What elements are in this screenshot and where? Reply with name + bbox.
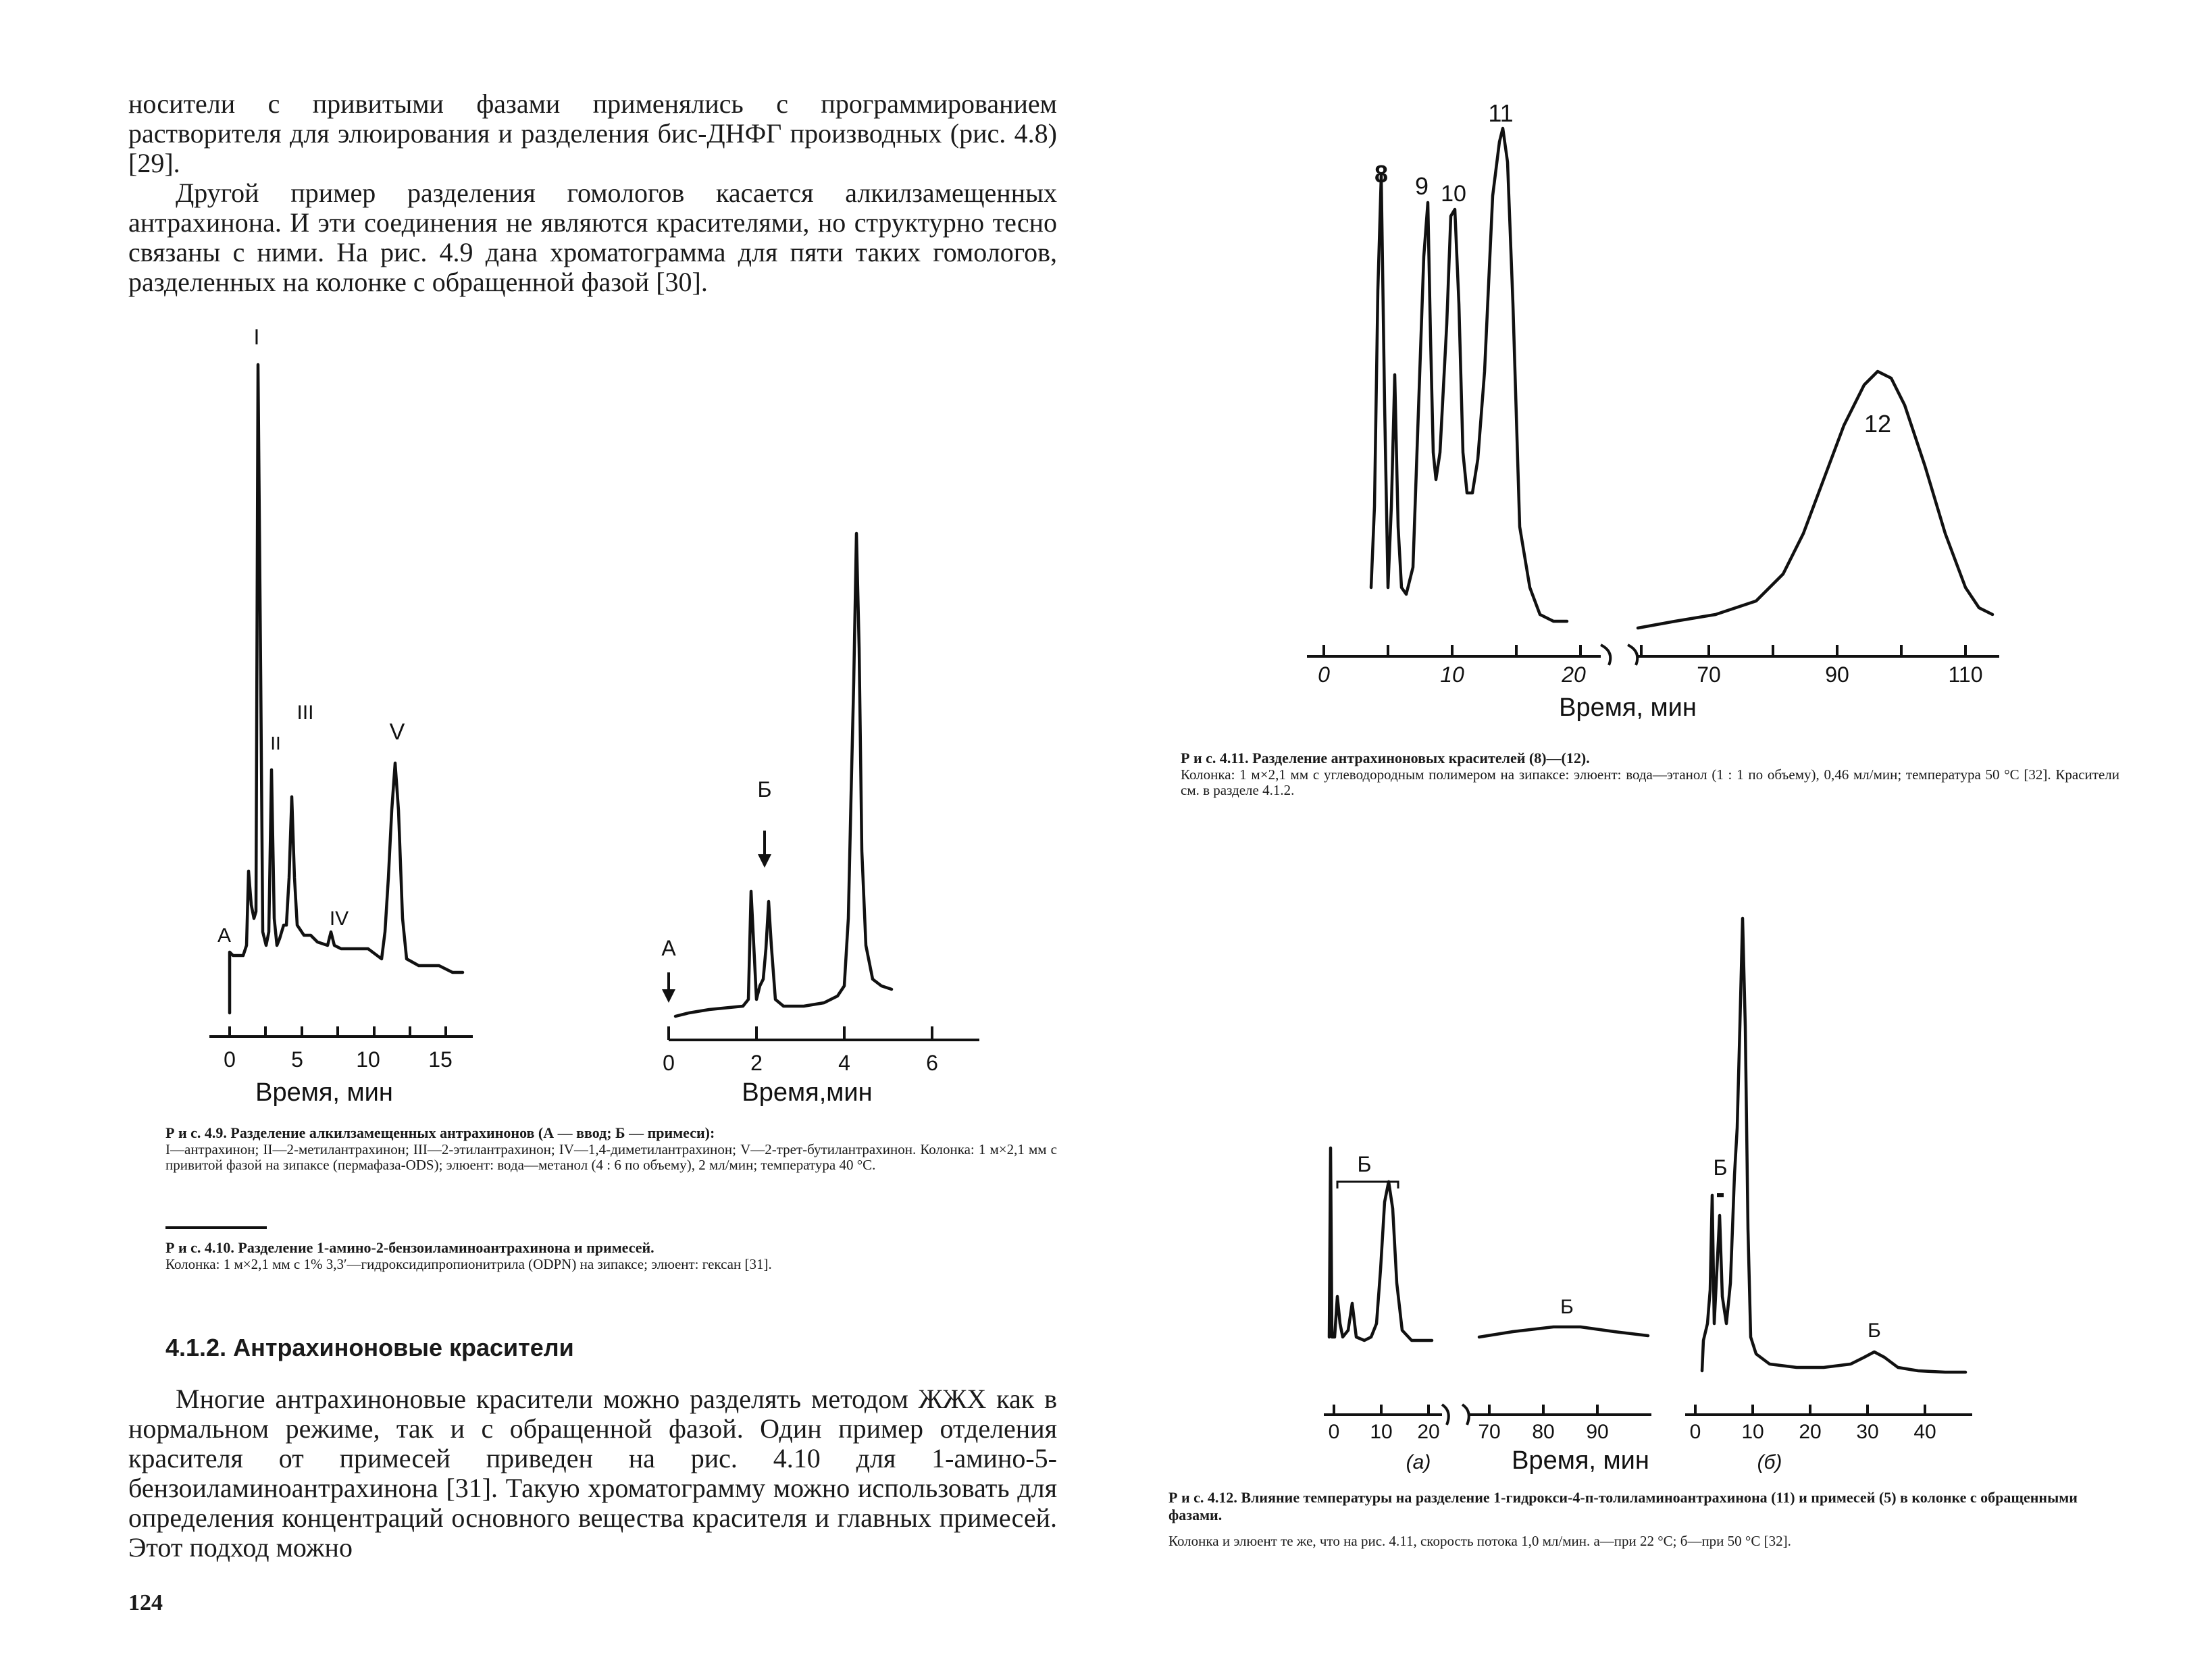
fig49-tick-label: 0 — [224, 1047, 236, 1072]
fig412-impurity-label: Б — [1560, 1296, 1574, 1318]
caption-4-9-body: I—антрахинон; II—2-метилантрахинон; III—2-этилантрахинон; IV—1,4-диметилантрахинон; V—2-трет-бутилантрахинон. Колонка: 1 м×2,1 мм с привитой фазой на зипаксе (пермафаза-ODS); элюент: вода—метанол (4 : 6 по объему), 2 мл/мин; температура 40 °С. — [165, 1141, 1057, 1173]
fig412-tick-label: 20 — [1417, 1421, 1440, 1443]
fig412-tick-label: 90 — [1586, 1421, 1609, 1443]
caption-4-10-title: Р и с. 4.10. Разделение 1-амино-2-бензоиламиноантрахинона и примесей. — [165, 1239, 654, 1256]
paragraph-3: Многие антрахиноновые красители можно разделять методом ЖЖХ как в нормальном режиме, так и с обращенной фазой. Один пример отделения красителя от примесей приведен на рис. 4.10 для 1-амино-5-бензоиламиноантрахинона [31]. Такую хроматограмму можно использовать для определения концентраций основного вещества красителя и главных примесей. Этот подход можно — [128, 1384, 1057, 1563]
axis-break-icon — [1601, 645, 1637, 665]
fig49-tick-label: 10 — [356, 1047, 380, 1072]
caption-4-11-body: Колонка: 1 м×2,1 мм с углеводородным полимером на зипаксе: элюент: вода—этанол (1 : 1 по объему), 0,46 мл/мин; температура 50 °С [32]. Красители см. в разделе 4.1.2. — [1181, 766, 2119, 798]
fig411-peak-label: 11 — [1488, 101, 1514, 127]
fig412-tick-label: 20 — [1799, 1421, 1822, 1443]
figure-4-11-chromatogram — [1297, 101, 2006, 736]
fig412-impurity-label: Б — [1713, 1155, 1728, 1180]
fig410-trace — [675, 533, 892, 1016]
fig412-tick-label: 80 — [1532, 1421, 1555, 1443]
fig49-tick-label: 15 — [428, 1047, 453, 1072]
fig412-tick-label: 0 — [1689, 1421, 1701, 1443]
caption-4-9 — [165, 1124, 1057, 1173]
fig410-inject-arrow-icon — [662, 989, 675, 1003]
figure-4-12-chromatogram — [1297, 891, 2040, 1486]
fig411-tick-label: 0 — [1318, 662, 1330, 687]
fig411-peak-label: 12 — [1863, 410, 1892, 438]
fig411-tick-label: 10 — [1440, 662, 1464, 687]
fig412a-trace-right — [1479, 1327, 1648, 1337]
fig412-tick-label: 10 — [1370, 1421, 1393, 1443]
fig49-peak-label: III — [297, 702, 314, 724]
axis-break-icon — [1442, 1405, 1469, 1425]
fig411-peak-label: 8 — [1374, 160, 1389, 188]
fig49-peak-label: V — [389, 719, 405, 745]
fig49-x-label: Время, мин — [255, 1078, 393, 1107]
fig411-peak-label: 9 — [1414, 172, 1429, 200]
caption-4-12-title: Р и с. 4.12. Влияние температуры на разделение 1-гидрокси-4-п-толиламиноантрахинона (11) и примесей (5) в колонке с обращенными фазами. — [1168, 1489, 2078, 1523]
fig412b-trace — [1702, 918, 1965, 1372]
figure-4-9-chromatogram — [196, 324, 493, 1114]
fig410-inject-label: A — [661, 936, 676, 960]
fig411-trace-left — [1371, 128, 1567, 621]
fig411-peak-label: 10 — [1441, 181, 1466, 207]
caption-4-11-title: Р и с. 4.11. Разделение антрахиноновых красителей (8)—(12). — [1181, 750, 1590, 766]
fig411-tick-label: 110 — [1948, 662, 1983, 687]
fig412-impurity-label: Б — [1868, 1319, 1881, 1342]
caption-4-11 — [1181, 750, 2119, 798]
fig410-tick-label: 2 — [750, 1051, 763, 1075]
fig411-tick-label: 70 — [1697, 662, 1721, 687]
fig412-tick-label: 40 — [1913, 1421, 1936, 1443]
fig411-tick-label: 20 — [1562, 662, 1586, 687]
caption-divider — [165, 1226, 267, 1229]
fig410-x-label: Время,мин — [742, 1078, 873, 1107]
caption-4-9-title: Р и с. 4.9. Разделение алкилзамещенных антрахинонов (А — ввод; Б — примеси): — [165, 1124, 715, 1141]
fig412-tick-label: 0 — [1328, 1421, 1340, 1443]
caption-4-12-body: Колонка и элюент те же, что на рис. 4.11, скорость потока 1,0 мл/мин. а—при 22 °С; б—при 50 °С [32]. — [1168, 1533, 1791, 1549]
caption-4-10 — [165, 1239, 1057, 1272]
fig412-x-label: Время, мин — [1512, 1446, 1649, 1475]
fig49-peak-label: I — [253, 325, 260, 349]
fig412-tick-label: 10 — [1741, 1421, 1764, 1443]
fig410-tick-label: 6 — [926, 1051, 938, 1075]
fig412-tick-label: 30 — [1856, 1421, 1879, 1443]
fig412-label-b: (б) — [1757, 1451, 1782, 1473]
fig410-tick-label: 0 — [663, 1051, 675, 1075]
fig412-label-a: (а) — [1406, 1451, 1431, 1473]
fig412a-trace-left — [1329, 1148, 1432, 1340]
fig412-tick-label: 70 — [1478, 1421, 1501, 1443]
page-number: 124 — [128, 1590, 163, 1615]
paragraph-2: Другой пример разделения гомологов касается алкилзамещенных антрахинона. И эти соединения не являются красителями, но структурно тесно связаны с ними. На рис. 4.9 дана хроматограмма для пяти таких гомологов, разделенных на колонке с обращенной фазой [30]. — [128, 178, 1057, 297]
fig412-impurity-label: Б — [1357, 1152, 1372, 1176]
fig411-x-label: Время, мин — [1559, 694, 1697, 722]
fig410-impurity-label: Б — [757, 777, 772, 802]
fig411-trace-right — [1638, 371, 1992, 628]
fig49-inject-label: A — [217, 924, 232, 947]
fig410-impurity-arrow-icon — [758, 854, 771, 868]
fig49-peak-label: II — [270, 733, 281, 754]
section-heading: 4.1.2. Антрахиноновые красители — [165, 1334, 574, 1361]
paragraph-1: носители с привитыми фазами применялись с программированием растворителя для элюирования и разделения бис-ДНФГ производных (рис. 4.8) [29]. — [128, 88, 1057, 178]
caption-4-10-body: Колонка: 1 м×2,1 мм с 1% 3,3′—гидроксидипропионитрила (ODPN) на зипаксе; элюент: гексан [31]. — [165, 1256, 772, 1272]
figure-4-10-chromatogram — [621, 513, 1000, 1107]
fig410-tick-label: 4 — [838, 1051, 850, 1075]
fig411-tick-label: 90 — [1825, 662, 1849, 687]
caption-4-12 — [1168, 1489, 2114, 1549]
fig49-peak-label: IV — [329, 908, 349, 930]
fig49-tick-label: 5 — [291, 1047, 303, 1072]
